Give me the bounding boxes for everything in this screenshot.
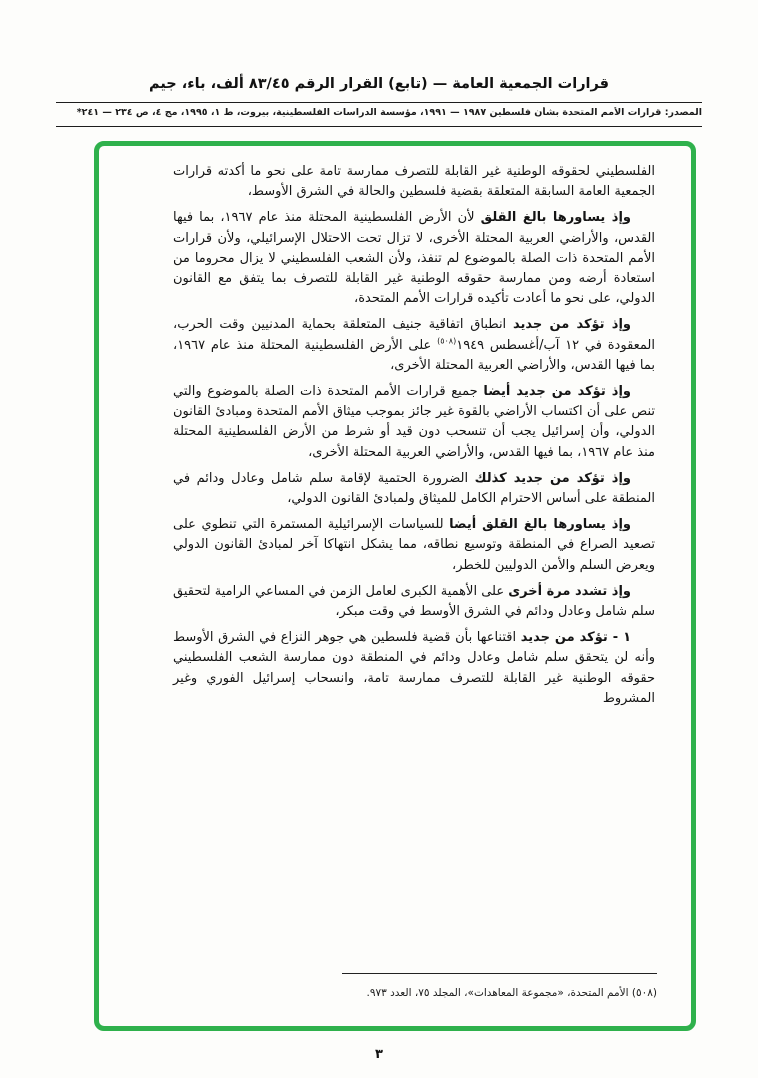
paragraph-lead: وإذ تؤكد من جديد كذلك (474, 470, 631, 486)
page-number: ٣ (375, 1047, 383, 1062)
paragraph-text: للسياسات الإسرائيلية المستمرة التي تنطوي على تصعيد الصراع في المنطقة وتوسيع نطاقه، مما يشكل انتهاكا آخر لمبادئ القانون الدولي ويعرض السلم والأمن الدوليين للخطر، (173, 517, 655, 573)
header-bottom-divider (56, 126, 702, 127)
paragraph-lead: وإذ تشدد مرة أخرى (508, 583, 632, 599)
paragraph-lead: وإذ تؤكد من جديد (513, 317, 631, 333)
footnote-divider (342, 973, 657, 974)
paragraph (173, 515, 655, 576)
paragraph-text: اقتناعها بأن قضية فلسطين هي جوهر النزاع في الشرق الأوسط وأنه لن يتحقق سلم شامل وعادل ودائم في المنطقة دون ممارسة الشعب الفلسطيني حقوقه الوطنية غير القابلة للتصرف ممارسة تامة، وانسحاب إسرائيل الفوري وغير المشروط (173, 630, 655, 706)
footnote-ref: (٥٠٨) (437, 336, 457, 346)
paragraph (173, 208, 655, 309)
paragraph (173, 628, 655, 709)
header-top-divider (56, 102, 702, 103)
paragraph (173, 382, 655, 463)
body-text (173, 162, 655, 715)
source-line: المصدر: قرارات الأمم المتحدة بشأن فلسطين ١٩٨٧ — ١٩٩١، مؤسسة الدراسات الفلسطينية، بيروت، ط ١، ١٩٩٥، مج ٤، ص ٢٣٤ — ٢٤١* (76, 107, 702, 118)
paragraph (173, 469, 655, 509)
paragraph-text: الضرورة الحتمية لإقامة سلم شامل وعادل ودائم في المنطقة على أساس الاحترام الكامل للميثاق ولمبادئ القانون الدولي، (173, 470, 655, 507)
paragraph-lead: ١ - تؤكد من جديد (520, 630, 631, 646)
paragraph-text: على الأهمية الكبرى لعامل الزمن في المساعي الرامية لتحقيق سلم شامل وعادل ودائم في الشرق الأوسط في وقت مبكر، (173, 583, 655, 620)
paragraph-text: جميع قرارات الأمم المتحدة ذات الصلة بالموضوع والتي تنص على أن اكتساب الأراضي بالقوة غير جائز بموجب ميثاق الأمم المتحدة ومبادئ القانون الدولي، وأن إسرائيل يجب أن تنسحب دون قيد أو شرط من الأرض الفلسطينية المحتلة منذ عام ١٩٦٧، بما فيها القدس، والأراضي العربية المحتلة الأخرى، (173, 384, 655, 460)
paragraph-text: على الأرض الفلسطينية المحتلة منذ عام ١٩٦٧، بما فيها القدس، والأراضي العربية المحتلة الأخرى، (173, 337, 655, 373)
paragraph-lead: وإذ تؤكد من جديد أيضا (483, 384, 631, 400)
paragraph-lead: وإذ يساورها بالغ القلق (480, 210, 631, 226)
paragraph-text: انطباق اتفاقية جنيف المتعلقة بحماية المدنيين وقت الحرب، المعقودة في ١٢ آب/أغسطس ١٩٤٩ (173, 317, 656, 353)
footnote: (٥٠٨) الأمم المتحدة، «مجموعة المعاهدات»، المجلد ٧٥، العدد ٩٧٣. (366, 987, 657, 999)
paragraph (173, 162, 655, 202)
page-title: قرارات الجمعية العامة — (تابع) القرار الرقم ٨٣/٤٥ ألف، باء، جيم (148, 76, 610, 92)
paragraph-text: لأن الأرض الفلسطينية المحتلة منذ عام ١٩٦٧، بما فيها القدس، والأراضي العربية المحتلة الأخرى، لا تزال تحت الاحتلال الإسرائيلي، ولأن قرارات الأمم المتحدة ذات الصلة بالموضوع لم تنفذ، ولأن الشعب الفلسطيني لا يزال محروما من استعادة أرضه ومن ممارسة حقوقه الوطنية غير القابلة للتصرف بما يتفق مع القانون الدولي، على نحو ما أعادت تأكيده قرارات الأمم المتحدة، (173, 210, 655, 307)
paragraph-text: الفلسطيني لحقوقه الوطنية غير القابلة للتصرف ممارسة تامة على نحو ما أكدته قرارات الجمعية العامة السابقة المتعلقة بقضية فلسطين والحالة في الشرق الأوسط، (173, 164, 655, 200)
paragraph (173, 582, 655, 622)
paragraph-lead: وإذ يساورها بالغ القلق أيضا (449, 517, 631, 533)
paragraph (173, 315, 655, 376)
content-box (94, 141, 696, 1031)
